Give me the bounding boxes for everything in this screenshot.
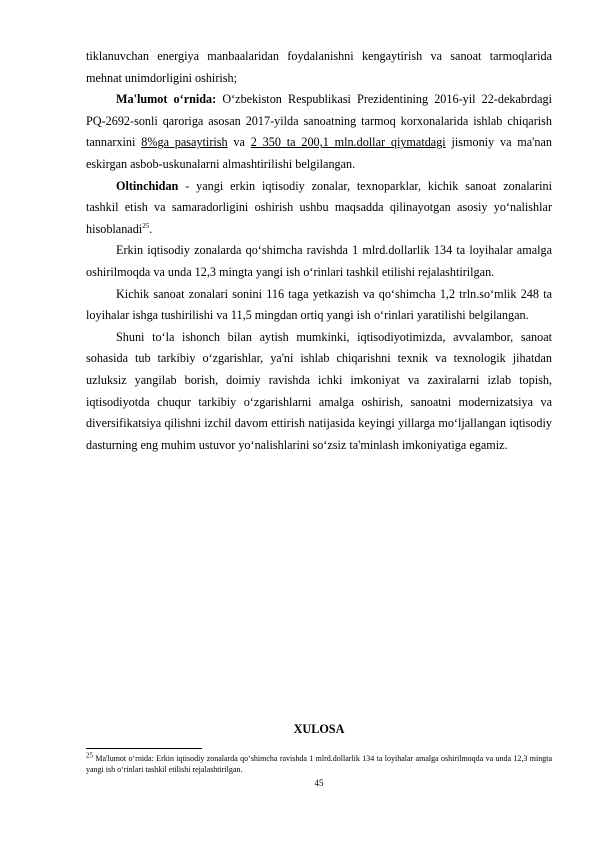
paragraph-oltinchidan [86,176,552,241]
page-number: 45 [314,778,324,788]
footnote-mark: 25 [86,751,93,760]
malumot-lead: Ma'lumot o‘rnida: [116,92,217,107]
oltinchidan-lead: Oltinchidan [116,178,179,193]
footnote-text: Ma'lumot o‘rnida: Erkin iqtisodiy zonalarda qo‘shimcha ravishda 1 mlrd.dollarlik 134 ta loyihalar amalga oshirilmoqda va unda 12,3 mingta yangi ish o‘rinlari tashkil etilishi rejalashtirilgan. [86,754,552,774]
footnote [86,753,552,775]
paragraph-continuation: tiklanuvchan energiya manbaalaridan foydalanishni kengaytirish va sanoat tarmoqlarida mehnat unimdorligini oshirish; [86,49,552,85]
section-heading: XULOSA [293,722,345,736]
oltinchidan-text-1: - yangi erkin iqtisodiy zonalar, texnoparklar, kichik sanoat zonalarini tashkil etish va samaradorligini oshirish ushbu maqsadda qilinayotgan asosiy yo‘nalishlar hisoblanadi [86,178,552,236]
malumot-text-2: va [227,135,251,150]
paragraph-malumot [86,89,552,175]
malumot-text-1: O‘zbekiston Respublikasi Prezidentining 2016-yil 22-dekabrdagi PQ-2692-sonli qaroriga asosan 2017-yilda sanoatning tarmoq korxonalarida ishlab chiqarish tannarxini [86,92,553,150]
paragraph-conclusion: Shuni to‘la ishonch bilan aytish mumkinki, iqtisodiyotimizda, avvalambor, sanoat sohasida tub tarkibiy o‘zgarishlar, ya'ni ishlab chiqarishni texnik va texnologik jihatdan uzluksiz yangilab borish, doimiy ravishda ichki imkoniyat va zaxiralarni izlab topish, iqtisodiyotda chuqur tarkibiy o‘zgarishlarni amalga oshirish, sanoatni modernizatsiya va diversifikatsiya qilishni izchil davom ettirish natijasida keyingi yillarga mo‘ljallangan iqtisodiy dasturning eng muhim ustuvor yo‘nalishlarini so‘zsiz ta'minlash imkoniyatiga egamiz. [86,329,552,452]
body-text [86,46,552,456]
malumot-underlined-1: 8%ga pasaytirish [141,135,228,150]
oltinchidan-text-2: . [149,221,153,236]
malumot-text-3: jismoniy va ma'nan eskirgan asbob-uskunalarni almashtirilishi belgilangan. [86,135,552,171]
paragraph-kichik-sanoat: Kichik sanoat zonalari sonini 116 taga yetkazish va qo‘shimcha 1,2 trln.so‘mlik 248 ta loyihalar ishga tushirilishi va 11,5 mingdan ortiq yangi ish o‘rinlari yaratilishi belgilangan. [86,286,552,323]
malumot-underlined-2: 2 350 ta 200,1 mln.dollar qiymatdagi [250,135,446,150]
footnote-divider [86,748,202,749]
footnote-reference: 25 [142,221,150,230]
paragraph-erkin-zonalar: Erkin iqtisodiy zonalarda qo‘shimcha ravishda 1 mlrd.dollarlik 134 ta loyihalar amalga oshirilmoqda va unda 12,3 mingta yangi ish o‘rinlari tashkil etilishi rejalashtirilgan. [86,243,552,279]
